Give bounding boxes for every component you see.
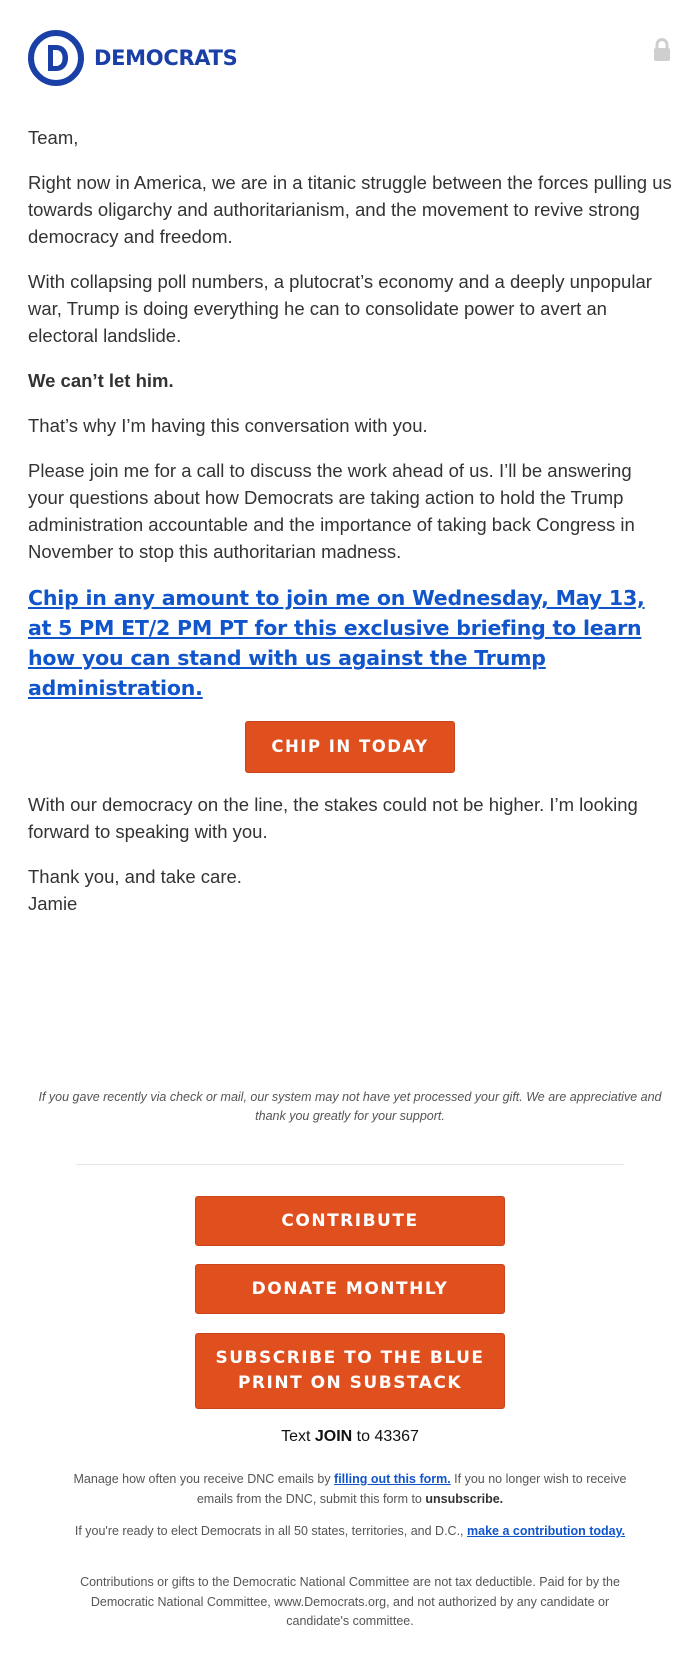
lock-icon: [652, 38, 672, 62]
democrats-d-logo-icon: [28, 30, 84, 86]
text-join-keyword: JOIN: [314, 1428, 353, 1445]
contribute-button[interactable]: CONTRIBUTE: [195, 1196, 505, 1246]
signature-block: [28, 863, 672, 917]
briefing-donate-link[interactable]: Chip in any amount to join me on Wednesday, May 13, at 5 PM ET/2 PM PT for this exclusive briefing to learn how you can stand with us against the Trump administration.: [28, 586, 645, 700]
paragraph: Please join me for a call to discuss the work ahead of us. I’ll be answering your questions about how Democrats are taking action to hold the Trump administration accountable and the importance of taking back Congress in November to stop this authoritarian madness.: [28, 460, 635, 562]
manage-suffix: If you no longer wish to receive emails from the DNC, submit this form to: [196, 1472, 627, 1506]
email-body: [28, 124, 672, 917]
donate-monthly-button[interactable]: DONATE MONTHLY: [195, 1264, 505, 1314]
manage-prefix: Manage how often you receive DNC emails by: [73, 1472, 335, 1486]
email-header: [28, 30, 672, 86]
preferences-form-link[interactable]: filling out this form.: [334, 1472, 451, 1486]
logo-wordmark: DEMOCRATS: [94, 46, 238, 70]
manage-emails-notice: [70, 1470, 630, 1509]
emphasis-paragraph: We can’t let him.: [28, 370, 174, 391]
footer-divider: [76, 1164, 624, 1165]
paragraph: Right now in America, we are in a titanic struggle between the forces pulling us towards oligarchy and authoritarianism, and the movement to revive strong democracy and freedom.: [28, 172, 672, 247]
make-contribution-link[interactable]: make a contribution today.: [467, 1524, 626, 1538]
democrats-logo[interactable]: [28, 30, 237, 86]
signoff: Thank you, and take care.: [28, 866, 242, 887]
chip-in-today-button[interactable]: CHIP IN TODAY: [245, 721, 455, 773]
unsubscribe-link[interactable]: unsubscribe.: [425, 1491, 504, 1506]
paragraph: With our democracy on the line, the stakes could not be higher. I’m looking forward to speaking with you.: [28, 794, 638, 842]
paragraph: That’s why I’m having this conversation with you.: [28, 415, 428, 436]
greeting: Team,: [28, 127, 79, 148]
subscribe-substack-button[interactable]: SUBSCRIBE TO THE BLUE PRINT ON SUBSTACK: [195, 1333, 505, 1409]
paragraph: With collapsing poll numbers, a plutocrat’s economy and a deeply unpopular war, Trump is doing everything he can to consolidate power to avert an electoral landslide.: [28, 271, 652, 346]
elect-prefix: If you're ready to elect Democrats in all 50 states, territories, and D.C.,: [74, 1524, 467, 1538]
text-join-prefix: Text: [281, 1428, 315, 1445]
signature-name: Jamie: [28, 893, 78, 914]
legal-disclaimer: Contributions or gifts to the Democratic National Committee are not tax deductible. Paid for by the Democratic National Committee, www.Democrats.org, and not authorized by any candidate or candidate's committee.: [80, 1575, 620, 1628]
text-join-line: [0, 1428, 700, 1446]
elect-democrats-notice: [70, 1522, 630, 1542]
text-join-number: to 43367: [352, 1428, 419, 1445]
chip-in-wrapper: [28, 721, 672, 773]
gift-disclaimer: If you gave recently via check or mail, our system may not have yet processed your gift. We are appreciative and thank you greatly for your support.: [38, 1090, 662, 1123]
